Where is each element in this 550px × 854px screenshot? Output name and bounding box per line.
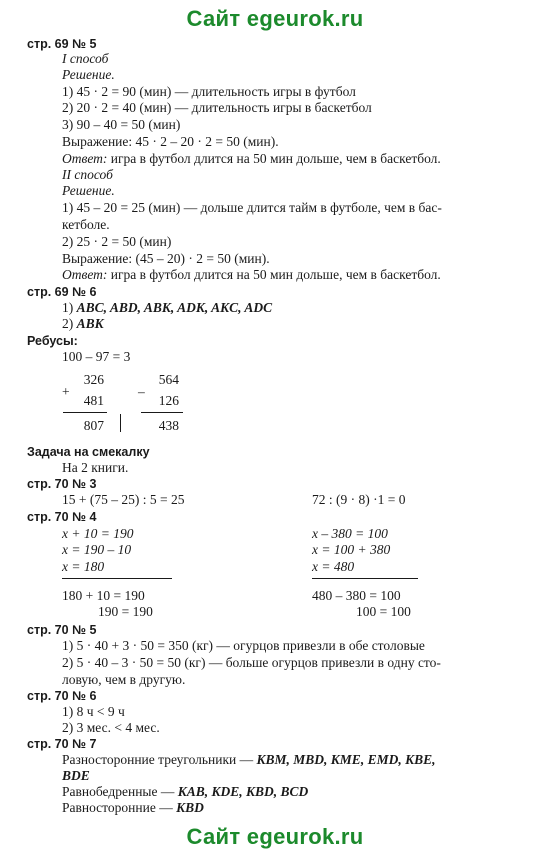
- solution-label: Решение.: [62, 67, 115, 82]
- item-number: 2): [62, 316, 74, 331]
- answer-line: [62, 784, 308, 800]
- site-watermark-top: Сайт egeurok.ru: [186, 6, 364, 31]
- minuend: 564: [158, 372, 179, 387]
- triangle-list: ABK: [76, 316, 104, 331]
- method-label: II способ: [62, 167, 113, 182]
- answer-line: [62, 800, 204, 816]
- item-number: 1): [62, 300, 74, 315]
- section-header: стр. 70 № 4: [27, 510, 97, 524]
- answer-text: игра в футбол длится на 50 мин дольше, чем в баскетбол.: [110, 151, 441, 166]
- section-header: Ребусы:: [27, 334, 78, 348]
- check-step: 190 = 190: [98, 604, 153, 619]
- answer-line: 1) 8 ч < 9 ч: [62, 704, 125, 719]
- solution-step: ловую, чем в другую.: [62, 672, 186, 687]
- difference: 438: [158, 418, 179, 433]
- equation-step: x = 480: [312, 559, 355, 574]
- check-step: 180 + 10 = 190: [62, 588, 145, 603]
- section-header: стр. 70 № 7: [27, 737, 97, 751]
- section-header: стр. 70 № 3: [27, 477, 97, 491]
- solution-step: 1) 45 – 20 = 25 (мин) — дольше длится тайм в футболе, чем в бас-: [62, 200, 442, 215]
- solution-step: 1) 5 · 40 + 3 · 50 = 350 (кг) — огурцов привезли в обе столовые: [62, 638, 425, 653]
- addend: 326: [83, 372, 104, 387]
- solution-step: 1) 45 · 2 = 90 (мин) — длительность игры в футбол: [62, 84, 356, 99]
- triangle-list: KAB, KDE, KBD, BCD: [177, 784, 309, 799]
- section-header: стр. 69 № 5: [27, 37, 97, 51]
- answer-line: [62, 267, 441, 283]
- expression-line: Выражение: (45 – 20) · 2 = 50 (мин).: [62, 251, 270, 266]
- triangle-list: BDE: [62, 768, 90, 783]
- rebus-equation: 100 – 97 = 3: [62, 349, 131, 364]
- equation-step: x + 10 = 190: [62, 526, 134, 541]
- answer-line: [62, 151, 441, 167]
- answer-line: [62, 752, 435, 768]
- solution-step: 2) 5 · 40 – 3 · 50 = 50 (кг) — больше огурцов привезли в одну сто-: [62, 655, 441, 670]
- answer-line: 2) 3 мес. < 4 мес.: [62, 720, 160, 735]
- difference-line: [141, 412, 183, 413]
- divider-line: [120, 414, 121, 432]
- triangle-list: KBD: [176, 800, 204, 815]
- equation-step: x = 100 + 380: [312, 542, 391, 557]
- expression-line: 72 : (9 · 8) ·1 = 0: [312, 492, 406, 507]
- equation-step: x – 380 = 100: [312, 526, 388, 541]
- section-header: Задача на смекалку: [27, 445, 150, 459]
- section-header: стр. 69 № 6: [27, 285, 97, 299]
- solution-step: 2) 25 · 2 = 50 (мин): [62, 234, 172, 249]
- answer-line: [62, 316, 104, 332]
- answer-label: Разносторонние треугольники —: [62, 752, 257, 767]
- check-line: [62, 578, 172, 579]
- site-watermark-bottom: Сайт egeurok.ru: [186, 824, 364, 849]
- equation-step: x = 190 – 10: [62, 542, 132, 557]
- plus-sign: +: [62, 384, 70, 399]
- triangle-list: KBM, MBD, KME, EMD, KBE,: [256, 752, 436, 767]
- section-header: стр. 70 № 6: [27, 689, 97, 703]
- section-header: стр. 70 № 5: [27, 623, 97, 637]
- sum-line: [63, 412, 107, 413]
- answer-line: [62, 300, 272, 316]
- check-line: [312, 578, 418, 579]
- check-step: 480 – 380 = 100: [312, 588, 401, 603]
- sum: 807: [83, 418, 104, 433]
- solution-label: Решение.: [62, 183, 115, 198]
- expression-line: 15 + (75 – 25) : 5 = 25: [62, 492, 185, 507]
- check-step: 100 = 100: [356, 604, 411, 619]
- equation-step: x = 180: [62, 559, 105, 574]
- answer-text: игра в футбол длится на 50 мин дольше, чем в баскетбол.: [110, 267, 441, 282]
- solution-step: 3) 90 – 40 = 50 (мин): [62, 117, 181, 132]
- method-label: I способ: [62, 51, 109, 66]
- triangle-list: ABC, ABD, ABK, ADK, AKC, ADC: [76, 300, 273, 315]
- subtrahend: 126: [158, 393, 179, 408]
- answer-label: Ответ:: [62, 267, 108, 282]
- answer-label: Ответ:: [62, 151, 108, 166]
- answer-label: Равнобедренные —: [62, 784, 178, 799]
- answer-line: На 2 книги.: [62, 460, 129, 475]
- minus-sign: –: [138, 384, 145, 399]
- addend: 481: [83, 393, 104, 408]
- expression-line: Выражение: 45 · 2 – 20 · 2 = 50 (мин).: [62, 134, 279, 149]
- solution-step: 2) 20 · 2 = 40 (мин) — длительность игры в баскетбол: [62, 100, 372, 115]
- solution-step: кетболе.: [62, 217, 110, 232]
- answer-label: Равносторонние —: [62, 800, 177, 815]
